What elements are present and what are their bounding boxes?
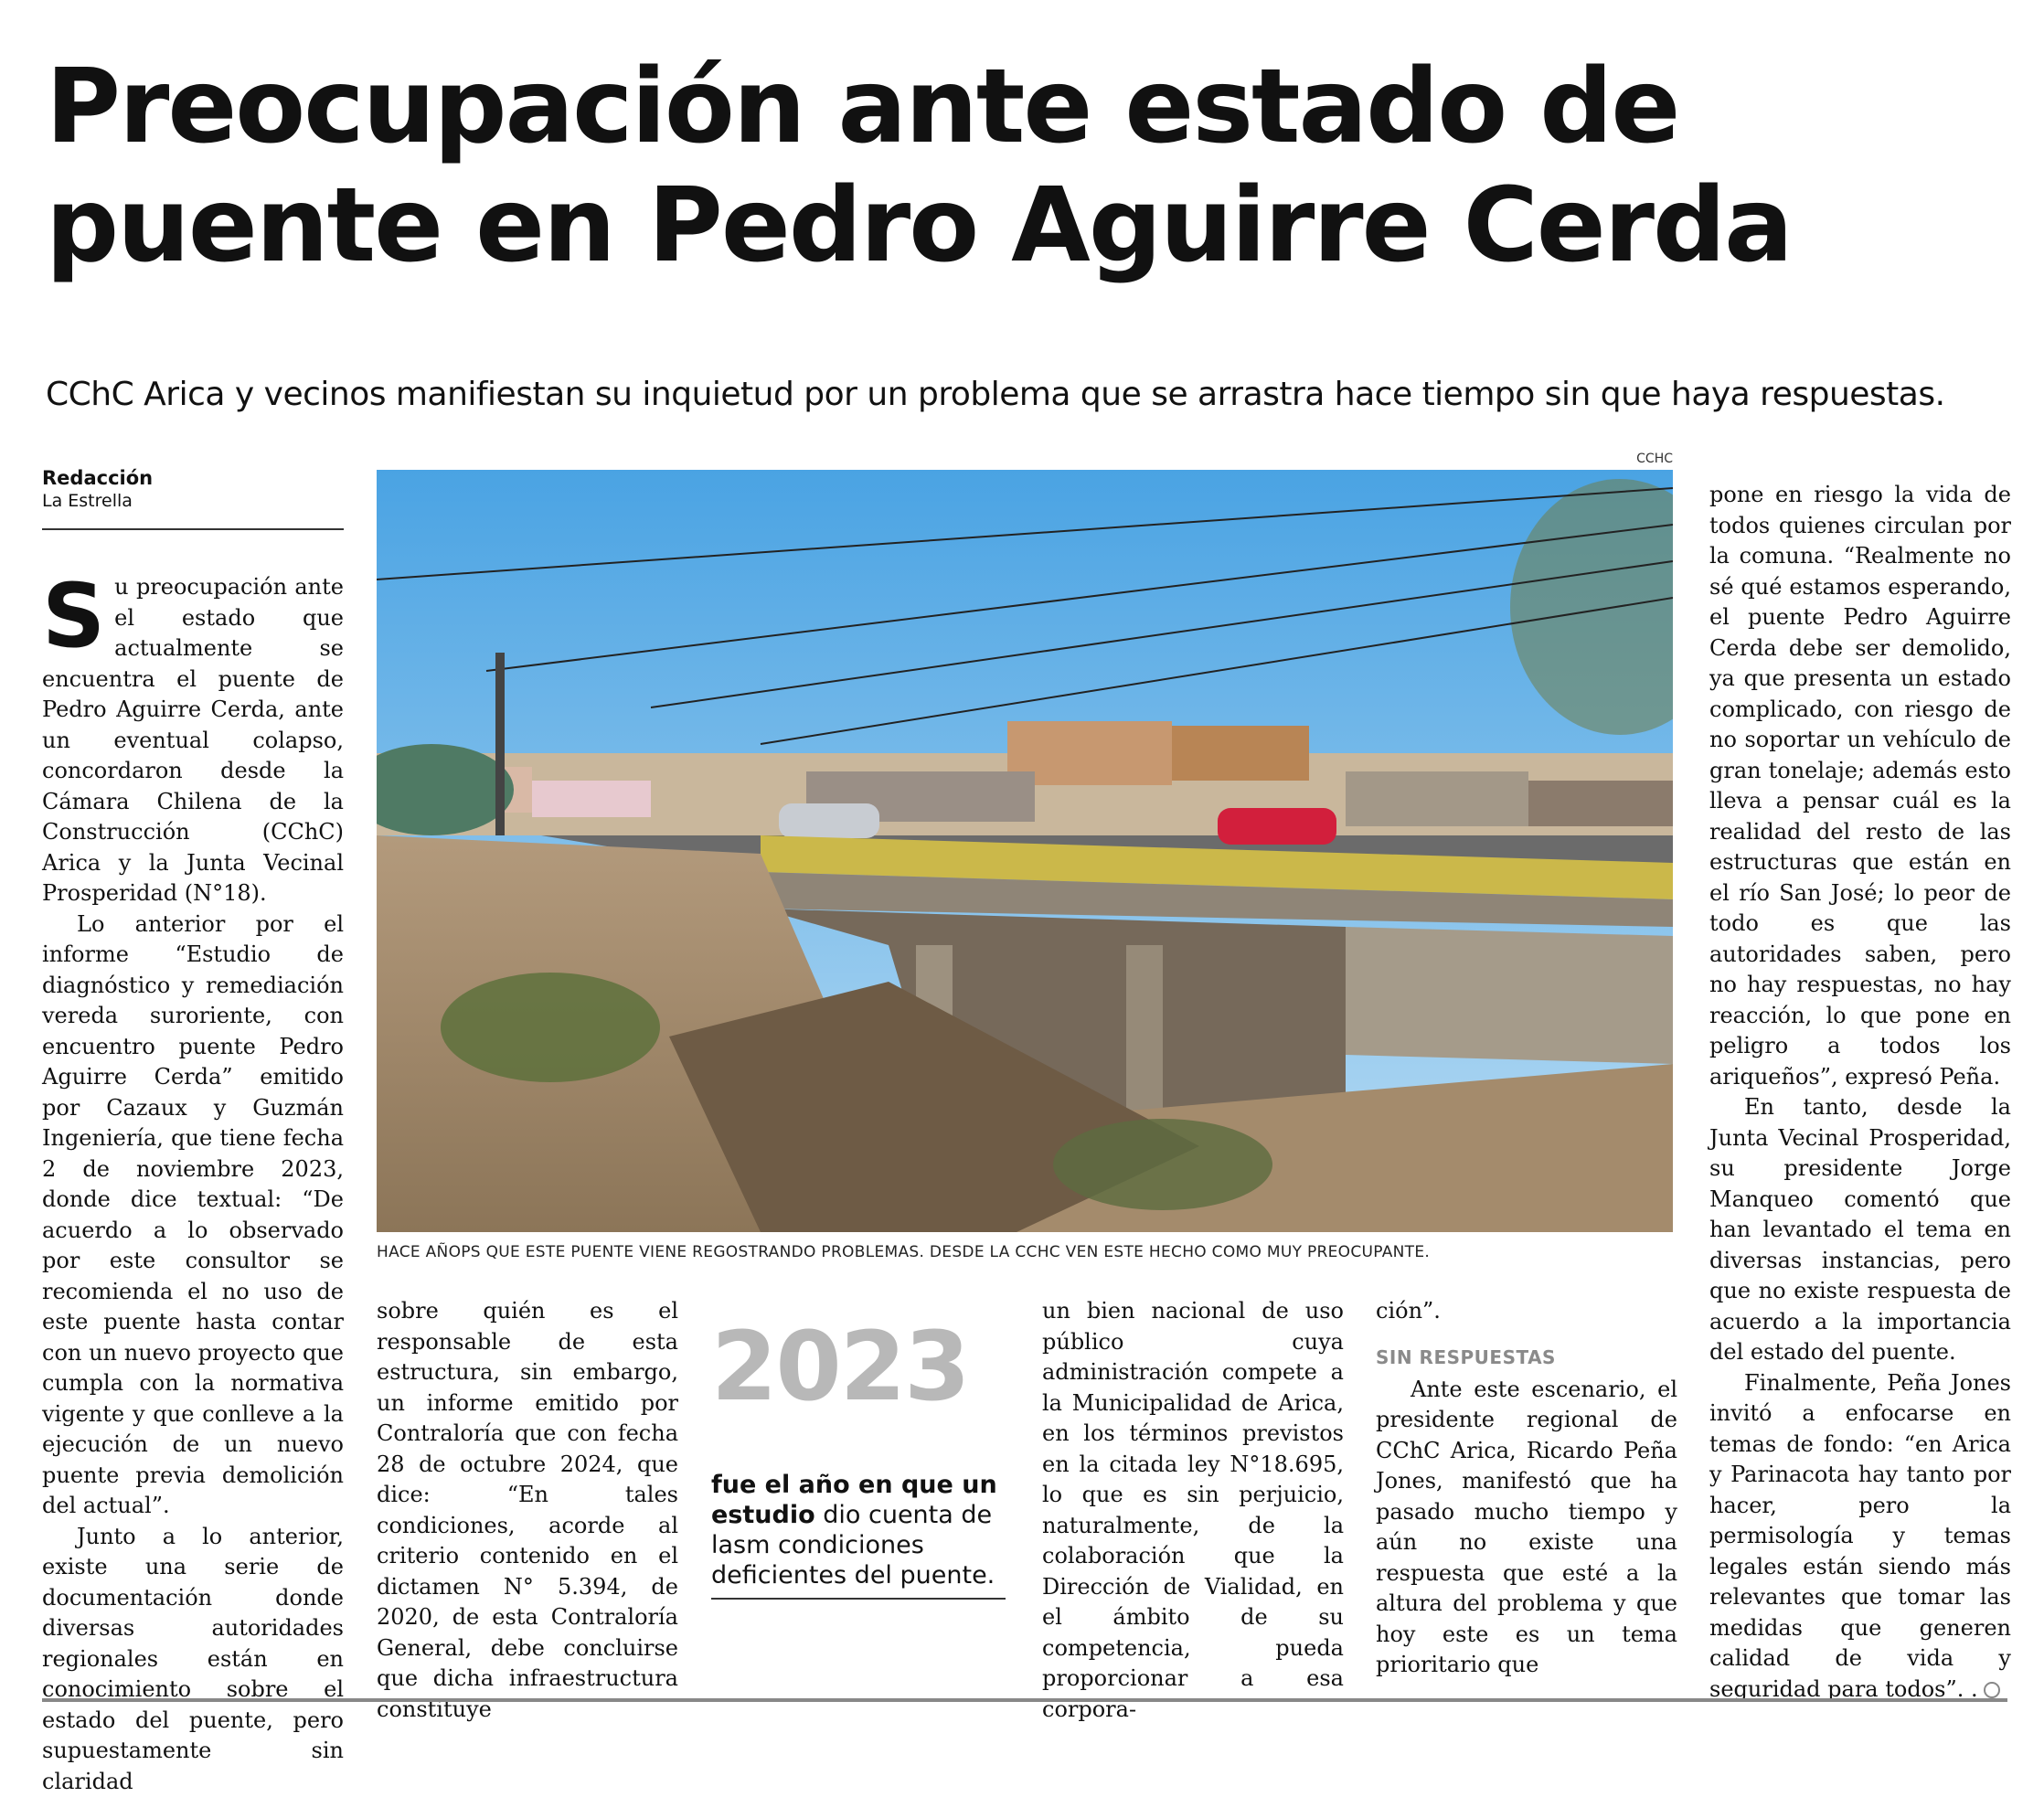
bridge-photo (377, 470, 1673, 1232)
byline-publication: La Estrella (42, 490, 344, 512)
pull-quote-text (711, 1470, 1009, 1590)
byline-author: Redacción (42, 466, 344, 490)
byline (42, 466, 344, 512)
article-paragraph: pone en riesgo la vida de todos quienes circulan por la comuna. “Realmente no sé qué estamos esperando, el puente Pedro Aguirre Cerda debe ser demolido, ya que presenta un estado complicado, con riesgo de no soportar un vehículo de gran tonelaje; además esto lleva a pensar cuál es la realidad del resto de las estructuras que están en el río San José; lo peor de todo es que las autoridades saben, pero no hay respuestas, no hay reacción, lo que pone en peligro a todos los ariqueños”, expresó Peña. (1709, 480, 2011, 1092)
article-column-4 (1042, 1296, 1344, 1725)
article-column-5 (1376, 1296, 1677, 1681)
article-paragraph (1709, 1368, 2011, 1706)
paragraph-text: Finalmente, Peña Jones invitó a enfocarse en temas de fondo: “en Arica y Parinacota hay tanto por hacer, pero la permisología y temas legales están siendo más relevantes que tomar las medidas que generen calidad de vida y seguridad para todos”. . (1709, 1370, 2011, 1702)
article-paragraph: sobre quién es el responsable de esta estructura, sin embargo, un informe emitido por Contraloría que con fecha 28 de octubre 2024, que dice: “En tales condiciones, acorde al criterio contenido en el dictamen N° 5.394, de 2020, de esta Contraloría General, debe concluirse que dicha infraestructura constituye (377, 1296, 678, 1725)
pull-quote-rest: dio cuenta de lasm condiciones deficientes del puente. (711, 1501, 995, 1590)
pull-quote-divider (711, 1598, 1006, 1600)
article-paragraph: Ante este escenario, el presidente regional de CChC Arica, Ricardo Peña Jones, manifestó que ha pasado mucho tiempo y aún no existe una respuesta que esté a la altura del problema y que hoy este es un tema prioritario que (1376, 1375, 1677, 1681)
pull-quote (711, 1316, 1009, 1590)
photo-credit: CCHC (1627, 452, 1673, 466)
article-paragraph: un bien nacional de uso público cuya administración compete a la Municipalidad de Arica, en los términos previstos en la citada ley N°18.695, lo que es sin perjuicio, naturalmente, de la colaboración que la Dirección de Vialidad, en el ámbito de su competencia, pueda proporcionar a esa corpora- (1042, 1296, 1344, 1725)
article-paragraph: En tanto, desde la Junta Vecinal Prosperidad, su presidente Jorge Manqueo comentó que han levantado el tema en diversas instancias, pero que no existe respuesta de acuerdo a la importancia del estado del puente. (1709, 1092, 2011, 1368)
article-paragraph: Lo anterior por el informe “Estudio de diagnóstico y remediación vereda suroriente, con encuentro puente Pedro Aguirre Cerda” emitido por Cazaux y Guzmán Ingeniería, que tiene fecha 2 de noviembre 2023, donde dice textual: “De acuerdo a lo observado por este consultor se recomienda el no uso de este puente hasta contar con un nuevo proyecto que cumpla con la normativa vigente y que conlleve a la ejecución de un nuevo puente previa demolición del actual”. (42, 909, 344, 1522)
drop-cap: S (42, 580, 105, 653)
article-column-2 (377, 1296, 678, 1725)
headline (46, 48, 2011, 285)
paragraph-text: u preocupación ante el estado que actualmente se encuentra el puente de Pedro Aguirre Cerda, ante un eventual colapso, concordaron desde la Cámara Chilena de la Construcción (CChC) Arica y la Junta Vecinal Prosperidad (N°18). (42, 574, 344, 906)
page-bottom-rule (42, 1698, 2007, 1702)
headline-line-1: Preocupación ante estado de (46, 48, 1678, 166)
pull-quote-year: 2023 (711, 1316, 1009, 1417)
byline-divider (42, 528, 344, 530)
pull-quote-bold: fue el año en que un estudio (711, 1471, 997, 1529)
article-column-1 (42, 572, 344, 1797)
article-paragraph (42, 572, 344, 909)
article-column-6 (1709, 480, 2011, 1705)
article-paragraph: Junto a lo anterior, existe una serie de documentación donde diversas autoridades regionales están en conocimiento sobre el estado del puente, pero supuestamente sin claridad (42, 1522, 344, 1797)
section-heading: SIN RESPUESTAS (1376, 1344, 1677, 1371)
article-paragraph: ción”. (1376, 1296, 1677, 1327)
photo-caption: HACE AÑOPS QUE ESTE PUENTE VIENE REGOSTRANDO PROBLEMAS. DESDE LA CCHC VEN ESTE HECHO COMO MUY PREOCUPANTE. (377, 1241, 1673, 1263)
subheadline: CChC Arica y vecinos manifiestan su inquietud por un problema que se arrastra hace tiempo sin que haya respuestas. (46, 373, 2011, 417)
end-mark-icon (1984, 1682, 2000, 1698)
headline-line-2: puente en Pedro Aguirre Cerda (46, 166, 1792, 285)
